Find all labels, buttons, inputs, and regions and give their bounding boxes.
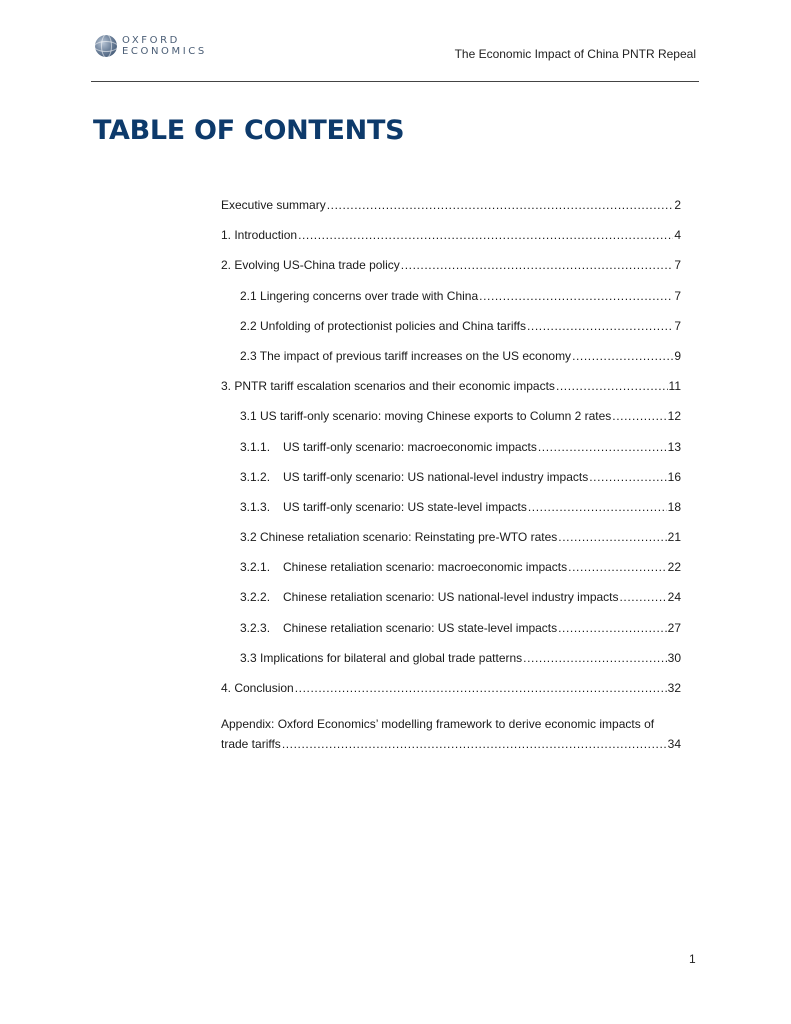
toc-entry-page: 22 bbox=[667, 560, 681, 575]
page-number: 1 bbox=[689, 952, 696, 966]
toc-entry-page: 7 bbox=[674, 288, 681, 303]
toc-entry-section-3-1-3[interactable] bbox=[221, 500, 681, 530]
toc-entry-section-3[interactable] bbox=[221, 379, 681, 409]
toc-entry-label: 2.2 Unfolding of protectionist policies and China tariffs bbox=[240, 318, 526, 333]
toc-entry-label-wrap bbox=[240, 500, 527, 514]
toc-entry-label: 2. Evolving US-China trade policy bbox=[221, 258, 400, 273]
toc-entry-label: 3.1 US tariff-only scenario: moving Chinese exports to Column 2 rates bbox=[240, 409, 612, 424]
globe-icon bbox=[95, 35, 117, 57]
toc-entry-appendix[interactable] bbox=[221, 711, 681, 754]
toc-entry-page: 16 bbox=[667, 469, 681, 484]
toc-entry-label: Chinese retaliation scenario: US state-level impacts bbox=[283, 620, 558, 635]
toc-entry-page: 21 bbox=[667, 530, 681, 545]
toc-entry-page: 12 bbox=[667, 409, 681, 424]
toc-leader-dots bbox=[295, 681, 667, 695]
toc-entry-section-3-2-2[interactable] bbox=[221, 590, 681, 620]
toc-leader-dots bbox=[538, 440, 667, 454]
table-of-contents bbox=[221, 198, 681, 754]
toc-entry-number: 3.2.2. bbox=[240, 590, 271, 605]
toc-entry-page: 32 bbox=[667, 681, 681, 695]
toc-entry-introduction[interactable] bbox=[221, 228, 681, 258]
toc-entry-section-3-1-1[interactable] bbox=[221, 440, 681, 470]
toc-entry-page: 34 bbox=[667, 737, 681, 752]
toc-entry-section-2-2[interactable] bbox=[221, 319, 681, 349]
toc-entry-page: 30 bbox=[667, 650, 681, 665]
toc-entry-label: 2.1 Lingering concerns over trade with China bbox=[240, 288, 479, 303]
toc-leader-dots bbox=[523, 651, 666, 665]
toc-entry-section-3-2[interactable] bbox=[221, 530, 681, 560]
oxford-economics-logo bbox=[95, 35, 207, 57]
toc-entry-label-wrap bbox=[240, 621, 557, 635]
toc-entry-executive-summary[interactable] bbox=[221, 198, 681, 228]
toc-entry-conclusion[interactable] bbox=[221, 681, 681, 711]
toc-leader-dots bbox=[558, 621, 667, 635]
toc-leader-dots bbox=[528, 500, 667, 514]
toc-leader-dots bbox=[298, 228, 673, 242]
toc-leader-dots bbox=[572, 349, 673, 363]
toc-entry-label: Chinese retaliation scenario: US national-level industry impacts bbox=[283, 590, 619, 605]
toc-entry-page: 4 bbox=[674, 228, 681, 243]
toc-entry-page: 9 bbox=[674, 348, 681, 363]
toc-entry-label: 3.3 Implications for bilateral and global trade patterns bbox=[240, 650, 523, 665]
toc-leader-dots bbox=[282, 734, 667, 754]
toc-entry-label: Appendix: Oxford Economics’ modelling framework to derive economic impacts of bbox=[221, 717, 655, 732]
toc-entry-label: Executive summary bbox=[221, 198, 326, 212]
toc-entry-number: 3.1.1. bbox=[240, 439, 271, 454]
toc-entry-number: 3.1.2. bbox=[240, 469, 271, 484]
toc-entry-label: US tariff-only scenario: macroeconomic impacts bbox=[283, 439, 537, 454]
toc-entry-label-wrap bbox=[240, 590, 619, 604]
toc-leader-dots bbox=[479, 289, 673, 303]
toc-entry-section-2-1[interactable] bbox=[221, 289, 681, 319]
toc-entry-label: 1. Introduction bbox=[221, 228, 298, 243]
toc-heading: TABLE OF CONTENTS bbox=[93, 115, 405, 146]
toc-entry-page: 27 bbox=[667, 620, 681, 635]
toc-leader-dots bbox=[527, 319, 673, 333]
toc-leader-dots bbox=[401, 258, 674, 272]
toc-entry-number: 3.1.3. bbox=[240, 499, 271, 514]
toc-leader-dots bbox=[556, 379, 668, 393]
logo-line-2: ECONOMICS bbox=[122, 46, 207, 57]
document-title: The Economic Impact of China PNTR Repeal bbox=[454, 47, 696, 61]
toc-entry-label-continued: trade tariffs bbox=[221, 737, 281, 752]
toc-entry-section-2[interactable] bbox=[221, 258, 681, 288]
toc-entry-section-3-2-3[interactable] bbox=[221, 621, 681, 651]
header-divider bbox=[91, 81, 699, 82]
toc-leader-dots bbox=[612, 409, 666, 423]
toc-entry-label-wrap bbox=[240, 470, 588, 484]
toc-entry-number: 3.2.3. bbox=[240, 620, 271, 635]
toc-entry-section-3-1[interactable] bbox=[221, 409, 681, 439]
toc-entry-label: US tariff-only scenario: US national-level industry impacts bbox=[283, 469, 589, 484]
toc-entry-page: 13 bbox=[667, 439, 681, 454]
toc-leader-dots bbox=[558, 530, 666, 544]
logo-text bbox=[122, 35, 207, 57]
toc-entry-label-wrap bbox=[240, 440, 537, 454]
toc-entry-label: 3.2 Chinese retaliation scenario: Reinstating pre-WTO rates bbox=[240, 530, 558, 545]
toc-entry-page: 2 bbox=[674, 198, 681, 212]
toc-leader-dots bbox=[620, 590, 667, 604]
toc-entry-section-2-3[interactable] bbox=[221, 349, 681, 379]
toc-entry-label: Chinese retaliation scenario: macroeconomic impacts bbox=[283, 560, 568, 575]
toc-leader-dots bbox=[589, 470, 666, 484]
toc-entry-page: 24 bbox=[667, 590, 681, 605]
toc-entry-page: 18 bbox=[667, 499, 681, 514]
toc-entry-label-wrap bbox=[240, 560, 567, 574]
toc-entry-page: 11 bbox=[668, 379, 681, 394]
toc-entry-label: 4. Conclusion bbox=[221, 681, 294, 695]
logo-line-1: OXFORD bbox=[122, 35, 180, 46]
toc-entry-label: 3. PNTR tariff escalation scenarios and their economic impacts bbox=[221, 379, 555, 394]
toc-leader-dots bbox=[327, 198, 674, 212]
toc-entry-page: 7 bbox=[674, 318, 681, 333]
toc-entry-section-3-1-2[interactable] bbox=[221, 470, 681, 500]
toc-entry-section-3-3[interactable] bbox=[221, 651, 681, 681]
toc-entry-label: 2.3 The impact of previous tariff increases on the US economy bbox=[240, 348, 572, 363]
toc-entry-section-3-2-1[interactable] bbox=[221, 560, 681, 590]
toc-entry-page: 7 bbox=[674, 258, 681, 273]
toc-leader-dots bbox=[568, 560, 667, 574]
toc-entry-label: US tariff-only scenario: US state-level impacts bbox=[283, 499, 527, 514]
toc-entry-number: 3.2.1. bbox=[240, 560, 271, 575]
